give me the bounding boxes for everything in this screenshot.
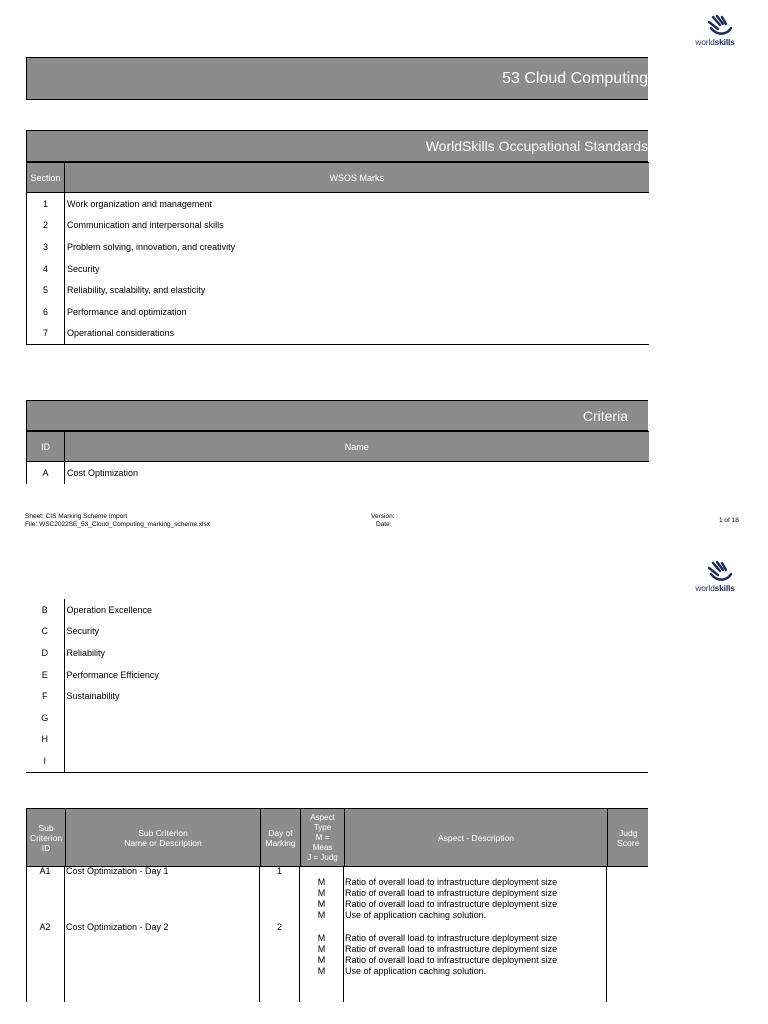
criteria-grid-continued <box>26 599 648 773</box>
row-id: C <box>26 621 64 643</box>
row-name: Security <box>67 263 100 274</box>
aspect-description: Ratio of overall load to infrastructure deployment size <box>345 899 558 909</box>
criteria-row <box>26 664 648 686</box>
header-line: Meas <box>312 842 333 852</box>
col-id-header: ID <box>27 432 65 462</box>
sub-criterion-id: A1 <box>39 866 51 876</box>
row-id: D <box>26 642 64 664</box>
row-name: Reliability <box>66 647 106 658</box>
row-id: 1 <box>27 193 65 215</box>
header-line: Score <box>617 837 640 848</box>
footer-page-number: 1 of 18 <box>719 517 739 524</box>
criteria-row <box>26 707 648 729</box>
header-line: Sub <box>38 822 54 833</box>
aspect-description: Ratio of overall load to infrastructure deployment size <box>345 877 558 887</box>
header-line: Name or Description <box>124 837 202 848</box>
aspect-description: Ratio of overall load to infrastructure deployment size <box>345 944 558 954</box>
wsos-row <box>27 279 649 301</box>
marking-table <box>26 808 648 1002</box>
col-aspect-description-header: Aspect - Description <box>345 809 608 867</box>
row-name: Cost Optimization <box>67 467 139 478</box>
row-id: B <box>26 599 64 621</box>
aspect-type: M <box>317 955 326 965</box>
wsos-row <box>27 193 649 215</box>
row-id: 2 <box>27 215 65 237</box>
row-id: 6 <box>27 301 65 323</box>
row-id: 7 <box>27 323 65 345</box>
row-name: Problem solving, innovation, and creativity <box>67 241 236 252</box>
criteria-row <box>26 729 648 751</box>
row-id: G <box>26 707 64 729</box>
row-name: Security <box>66 626 100 637</box>
footer-middle <box>371 513 395 528</box>
aspect-type: M <box>317 899 326 909</box>
row-name: Performance and optimization <box>67 306 187 317</box>
row-name: Operation Excellence <box>66 604 153 615</box>
header-line: Aspect <box>310 812 335 822</box>
sub-criterion-name: Cost Optimization - Day 1 <box>66 866 169 876</box>
header-line: Criterion <box>29 832 63 843</box>
header-line: M = <box>315 832 330 842</box>
row-name: Sustainability <box>66 691 120 702</box>
row-id: E <box>26 664 64 686</box>
day-of-marking: 1 <box>276 866 282 876</box>
aspect-type: M <box>317 933 326 943</box>
row-id: F <box>26 685 64 707</box>
row-id: H <box>26 729 64 751</box>
criteria-title-bar <box>26 400 648 431</box>
criteria-header-row <box>27 432 649 462</box>
row-name: Reliability, scalability, and elasticity <box>67 285 206 296</box>
header-line: Judg <box>619 827 638 838</box>
marking-body <box>26 808 648 1002</box>
row-name <box>64 707 648 729</box>
footer-file: File: WSC2022SE_53_Cloud_Computing_marking_scheme.xlsx <box>25 520 210 528</box>
page-title: 53 Cloud Computing <box>502 70 648 87</box>
header-line: Sub Criterion <box>138 827 188 838</box>
row-name: Communication and interpersonal skills <box>67 220 224 231</box>
aspect-description: Use of application caching solution. <box>345 910 487 920</box>
header-line: Type <box>313 822 332 832</box>
row-name <box>64 750 648 772</box>
footer-sheet: Sheet: CIS Marking Scheme Import <box>25 513 128 520</box>
criteria-row <box>27 462 649 484</box>
row-id: 5 <box>27 279 65 301</box>
wsos-row <box>27 301 649 323</box>
header-line: ID <box>41 842 51 853</box>
footer-version-label: Version: <box>371 513 395 520</box>
wsos-title-bar <box>26 130 648 162</box>
wsos-row <box>27 215 649 237</box>
logo-wordmark: worldskills <box>695 583 735 593</box>
page-title-banner <box>26 57 648 100</box>
header-line: J = Judg <box>307 852 338 862</box>
col-section-header: Section <box>27 163 65 193</box>
worldskills-logo-page2 <box>689 560 741 600</box>
worldskills-logo <box>689 14 741 54</box>
criteria-row <box>26 685 648 707</box>
header-line: Day of <box>268 827 293 838</box>
criteria-table-continued <box>26 599 648 773</box>
aspect-type: M <box>317 944 326 954</box>
criteria-row <box>26 642 648 664</box>
worldskills-hand-icon <box>689 14 741 38</box>
footer-date-label: Date: <box>376 520 392 528</box>
row-name: Work organization and management <box>67 198 212 209</box>
criteria-row <box>26 621 648 643</box>
row-id: 4 <box>27 258 65 280</box>
criteria-row <box>26 750 648 772</box>
criteria-row <box>26 599 648 621</box>
row-name: Operational considerations <box>67 328 175 339</box>
aspect-type: M <box>317 888 326 898</box>
aspect-type: M <box>317 877 326 887</box>
day-of-marking: 2 <box>276 922 282 932</box>
criteria-title: Criteria <box>582 408 628 424</box>
col-marks-header: WSOS Marks <box>65 163 649 193</box>
row-name: Performance Efficiency <box>66 669 159 680</box>
row-id: A <box>27 462 65 484</box>
wsos-row <box>27 236 649 258</box>
aspect-type: M <box>317 966 326 976</box>
aspect-type: M <box>317 910 326 920</box>
aspect-description: Ratio of overall load to infrastructure deployment size <box>345 955 558 965</box>
criteria-grid <box>26 431 649 484</box>
criteria-table <box>26 400 648 484</box>
wsos-table <box>26 130 648 345</box>
wsos-grid <box>26 162 649 345</box>
wsos-title: WorldSkills Occupational Standards <box>425 138 648 154</box>
sub-criterion-name: Cost Optimization - Day 2 <box>66 922 169 932</box>
logo-wordmark: worldskills <box>695 37 735 47</box>
col-name-header: Name <box>65 432 649 462</box>
wsos-header-row <box>27 163 649 193</box>
row-name <box>64 729 648 751</box>
aspect-description: Ratio of overall load to infrastructure deployment size <box>345 888 558 898</box>
footer-left <box>25 513 210 528</box>
aspect-description: Use of application caching solution. <box>345 966 487 976</box>
header-line: Marking <box>265 837 296 848</box>
wsos-row <box>27 258 649 280</box>
row-id: 3 <box>27 236 65 258</box>
row-id: I <box>26 750 64 772</box>
aspect-description: Ratio of overall load to infrastructure deployment size <box>345 933 558 943</box>
sub-criterion-id: A2 <box>39 922 51 932</box>
wsos-row <box>27 323 649 345</box>
worldskills-hand-icon <box>689 560 741 584</box>
